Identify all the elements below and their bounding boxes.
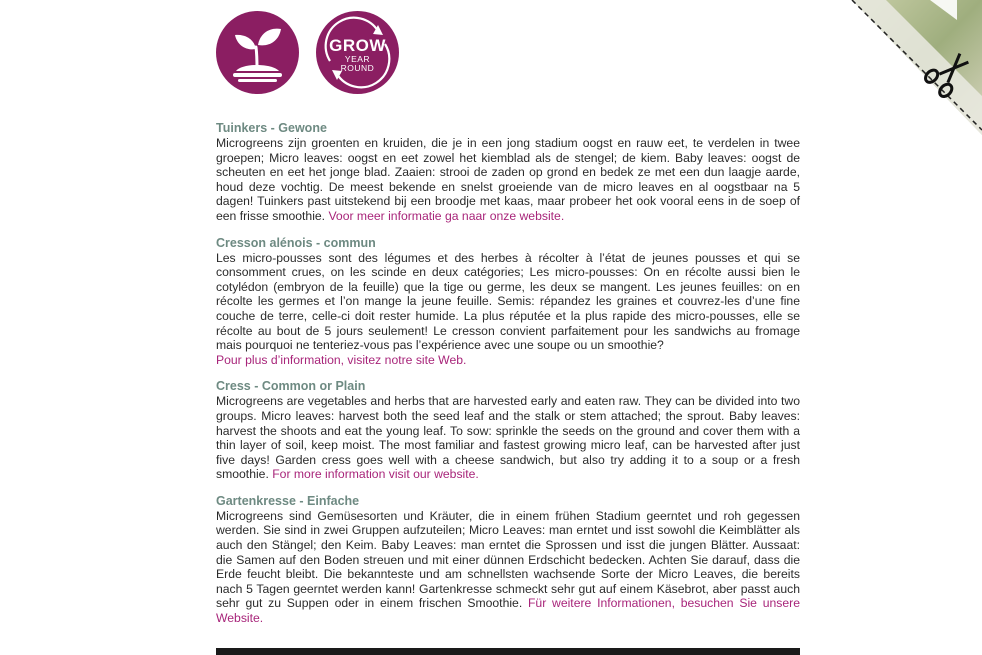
grow-year-round-badge [316,11,399,94]
section-body [216,136,800,224]
cut-corner [822,0,982,135]
section-body [216,251,800,368]
website-link[interactable]: Für weitere Informationen, besuchen Sie unsere Website. [216,596,800,626]
sprout-badge [216,11,299,94]
section-title: Tuinkers - Gewone [216,121,327,135]
year-label: YEAR [344,54,371,64]
website-link[interactable]: Pour plus d’information, visitez notre site Web. [216,352,467,367]
description-text [216,121,800,638]
section-body [216,394,800,482]
bottom-bar [216,648,800,655]
grow-label: GROW [329,36,386,55]
website-link[interactable]: Voor meer informatie ga naar onze website. [328,208,565,223]
section-title: Cress - Common or Plain [216,379,366,394]
section-french [216,236,800,368]
section-title: Gartenkresse - Einfache [216,493,360,508]
sprout-icon [216,11,299,94]
section-english [216,379,800,482]
round-label: ROUND [340,63,375,73]
body-text: Microgreens zijn groenten en kruiden, die je in een jong stadium oogst en rauw eet, te verdelen in twee groepen; Micro leaves: oogst en eet zowel het kiemblad als de stengel; de kiem. Baby leaves: oogst de scheuten en eet het jonge blad. Zaaien: strooi de zaden op grond en bedek ze met een dun laagje aarde, houd deze vochtig. De meest bekende en snelst groeiende van de micro leaves en al oogstbaar na 5 dagen! Tuinkers past uitstekend bij een broodje met kaas, maar probeer het ook vooral eens in de soep of een frisse smoothie. [216,136,800,223]
section-body [216,509,800,626]
section-dutch [216,121,800,224]
body-text: Microgreens sind Gemüsesorten und Kräuter, die in einem frühen Stadium geerntet und roh gegessen werden. Sie sind in zwei Gruppen aufzuteilen; Micro Leaves: man erntet und isst sowohl die Keimblätter als auch den Stängel; den Keim. Baby Leaves: man erntet die Sprossen und isst die jungen Blätter. Aussaat: die Samen auf den Boden streuen und mit einer dünnen Erdschicht bedecken. Achten Sie darauf, dass die Erde feucht bleibt. Die bekannteste und am schnellsten wachsende Sorte der Micro Leaves, die bereits nach 5 Tagen geerntet werden kann! Gartenkresse schmeckt sehr gut auf einem Käsebrot, aber passt auch sehr gut zu Suppen oder in einem frischen Smoothie. [216,508,800,611]
body-text: Les micro-pousses sont des légumes et des herbes à récolter à l’état de jeunes pousses et qui se consomment crues, on les scinde en deux catégories; Les micro-pousses: On en récolte aussi bien le cotylédon (embryon de la feuille) que la tige ou germe, les deux se mangent. Les jeunes feuilles: on en récolte les germes et l’on mange la jeune feuille. Semis: répandez les graines et couvrez-les d’une fine couche de terre, celle-ci doit rester humide. La plus réputée et la plus rapide des micro-pousses, elle se récolte au bout de 5 jours seulement! Le cresson convient parfaitement pour les sandwichs au fromage mais pourquoi ne tenteriez-vous pas l’expérience avec une soupe ou un smoothie? [216,250,800,353]
website-link[interactable]: For more information visit our website. [272,467,479,482]
section-german [216,494,800,626]
section-title: Cresson alénois - commun [216,235,376,250]
body-text: Microgreens are vegetables and herbs that are harvested early and eaten raw. They can be divided into two groups. Micro leaves: harvest both the seed leaf and the stalk or stem attached; the sprout. Baby leaves: harvest the shoots and eat the young leaf. To sow: sprinkle the seeds on the ground and cover them with a thin layer of soil, keep moist. The most familiar and fastest growing micro leaf, can be harvested after just five days! Garden cress goes well with a cheese sandwich, but also try adding it to a soup or a fresh smoothie. [216,394,800,482]
